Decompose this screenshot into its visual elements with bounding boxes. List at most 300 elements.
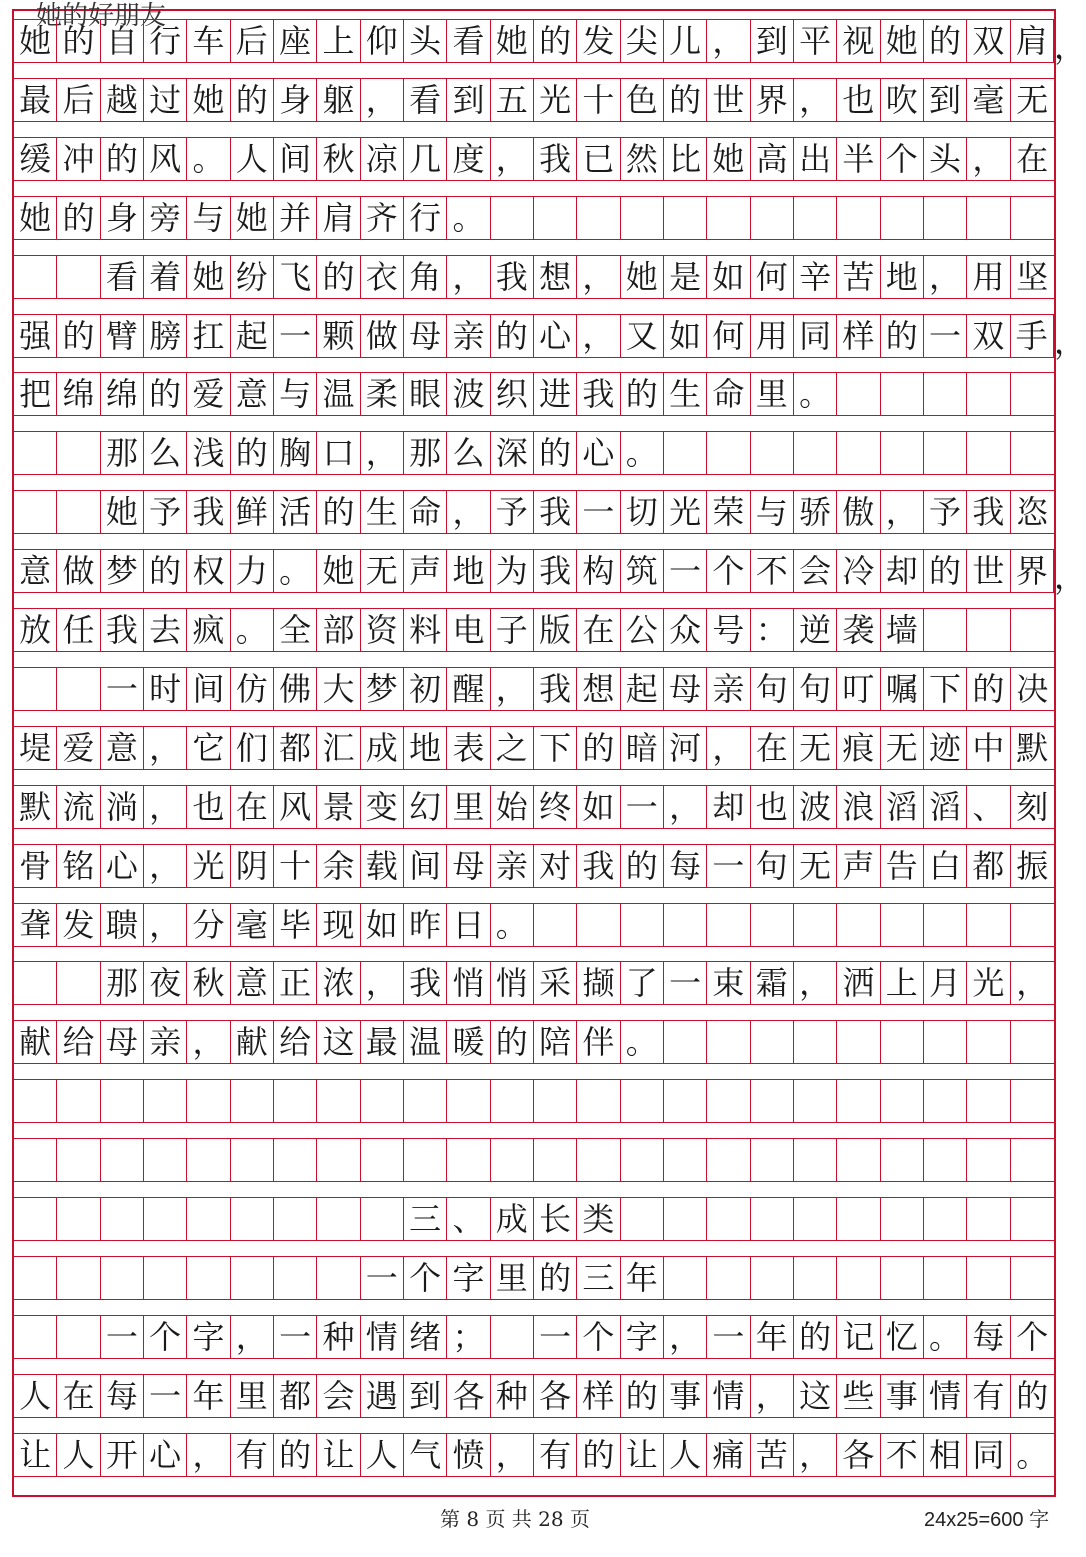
grid-cell: 种 bbox=[317, 1316, 360, 1358]
grid-cell bbox=[317, 1080, 360, 1122]
grid-cell: 一 bbox=[664, 962, 707, 1004]
grid-cell: ， bbox=[187, 1021, 230, 1063]
grid-cell: 昨 bbox=[404, 904, 447, 946]
grid-cell: 分 bbox=[187, 904, 230, 946]
grid-cell bbox=[361, 1198, 404, 1240]
grid-cell bbox=[14, 1080, 57, 1122]
grid-cell: 行 bbox=[404, 197, 447, 239]
grid-cell: 遇 bbox=[361, 1375, 404, 1417]
grid-cell: 梦 bbox=[101, 550, 144, 592]
grid-cell bbox=[317, 1139, 360, 1181]
grid-cell: 筑 bbox=[621, 550, 664, 592]
grid-cell: 字 bbox=[621, 1316, 664, 1358]
grid-cell bbox=[534, 197, 577, 239]
grid-row bbox=[14, 255, 1054, 299]
grid-cell: 的 bbox=[534, 20, 577, 62]
grid-cell: 母 bbox=[404, 315, 447, 357]
grid-cell: ， bbox=[577, 315, 620, 357]
grid-cell: 的 bbox=[1016, 1376, 1049, 1415]
grid-cell: ， bbox=[751, 1375, 794, 1417]
grid-cell bbox=[621, 1198, 664, 1240]
grid-cell: 儿 bbox=[664, 20, 707, 62]
grid-cell: 视 bbox=[837, 20, 880, 62]
grid-cell bbox=[14, 432, 57, 474]
grid-cell bbox=[231, 1080, 274, 1122]
grid-cell bbox=[57, 256, 100, 298]
grid-cell: 意 bbox=[14, 550, 57, 592]
grid-cell bbox=[404, 1080, 447, 1122]
grid-cell: 把 bbox=[14, 373, 57, 415]
grid-cell: 与 bbox=[751, 491, 794, 533]
grid-cell: ， bbox=[144, 786, 187, 828]
grid-cell: 平 bbox=[794, 20, 837, 62]
grid-cell: 意 bbox=[231, 962, 274, 1004]
grid-cell bbox=[101, 1139, 144, 1181]
grid-cell bbox=[1011, 373, 1054, 415]
grid-cell: ， bbox=[664, 1316, 707, 1358]
grid-cell: 尖 bbox=[621, 20, 664, 62]
grid-cell: 并 bbox=[274, 197, 317, 239]
grid-cell: 料 bbox=[404, 609, 447, 651]
grid-row bbox=[14, 1079, 1054, 1123]
grid-cell: 苦 bbox=[837, 256, 880, 298]
grid-cell bbox=[881, 1139, 924, 1181]
grid-cell: ， bbox=[794, 1434, 837, 1476]
grid-cell: 无 bbox=[881, 727, 924, 769]
grid-cell bbox=[707, 904, 750, 946]
grid-cell: 身 bbox=[101, 197, 144, 239]
grid-cell: 深 bbox=[491, 432, 534, 474]
grid-cell: 句 bbox=[794, 668, 837, 710]
grid-cell bbox=[751, 1198, 794, 1240]
grid-cell: ， bbox=[187, 1434, 230, 1476]
grid-cell: 些 bbox=[837, 1375, 880, 1417]
grid-cell: 的 bbox=[577, 727, 620, 769]
grid-cell bbox=[794, 1021, 837, 1063]
grid-cell: 世 bbox=[707, 79, 750, 121]
grid-cell: 眼 bbox=[404, 373, 447, 415]
grid-cell: 越 bbox=[101, 79, 144, 121]
grid-cell: 公 bbox=[621, 609, 664, 651]
grid-cell bbox=[101, 1257, 144, 1299]
grid-cell: 比 bbox=[664, 138, 707, 180]
grid-cell: 齐 bbox=[361, 197, 404, 239]
grid-cell: 、 bbox=[967, 786, 1010, 828]
grid-cell: 双 bbox=[967, 315, 1010, 357]
grid-cell: ， bbox=[144, 904, 187, 946]
grid-cell bbox=[707, 197, 750, 239]
grid-cell bbox=[1011, 609, 1054, 651]
grid-cell bbox=[187, 1198, 230, 1240]
grid-row bbox=[14, 726, 1054, 770]
grid-cell: 如 bbox=[707, 256, 750, 298]
grid-cell: 暖 bbox=[447, 1021, 490, 1063]
grid-cell: 么 bbox=[447, 432, 490, 474]
grid-cell bbox=[967, 1021, 1010, 1063]
grid-cell: 的 bbox=[144, 550, 187, 592]
grid-cell bbox=[144, 1080, 187, 1122]
grid-cell bbox=[707, 1021, 750, 1063]
grid-cell: 个 bbox=[404, 1257, 447, 1299]
grid-cell bbox=[317, 1198, 360, 1240]
grid-cell: 的 bbox=[317, 256, 360, 298]
grid-cell: 束 bbox=[707, 962, 750, 1004]
grid-cell: 不 bbox=[751, 550, 794, 592]
grid-cell: 的 bbox=[534, 432, 577, 474]
grid-cell bbox=[1011, 904, 1054, 946]
grid-cell bbox=[231, 1257, 274, 1299]
grid-cell: 头 bbox=[404, 20, 447, 62]
grid-cell: 的 bbox=[881, 315, 924, 357]
grid-cell: 构 bbox=[577, 550, 620, 592]
grid-cell: 坚 bbox=[1016, 257, 1049, 296]
grid-cell bbox=[664, 1139, 707, 1181]
grid-cell: 无 bbox=[794, 845, 837, 887]
grid-cell bbox=[491, 1139, 534, 1181]
grid-cell: 叮 bbox=[837, 668, 880, 710]
grid-cell: 已 bbox=[577, 138, 620, 180]
grid-cell bbox=[794, 1080, 837, 1122]
grid-cell: 流 bbox=[57, 786, 100, 828]
grid-cell: ， bbox=[967, 138, 1010, 180]
grid-cell: 墙 bbox=[881, 609, 924, 651]
grid-cell: 白 bbox=[924, 845, 967, 887]
grid-cell bbox=[837, 197, 880, 239]
grid-cell bbox=[924, 609, 967, 651]
grid-cell: 活 bbox=[274, 491, 317, 533]
grid-cell bbox=[274, 1080, 317, 1122]
grid-cell: 霜 bbox=[751, 962, 794, 1004]
grid-cell: 载 bbox=[361, 845, 404, 887]
grid-cell bbox=[924, 1139, 967, 1181]
grid-cell bbox=[707, 1257, 750, 1299]
grid-row bbox=[14, 314, 1086, 361]
grid-cell: 发 bbox=[577, 20, 620, 62]
grid-cell: 半 bbox=[837, 138, 880, 180]
grid-cell bbox=[101, 1080, 144, 1122]
grid-cell: ， bbox=[144, 727, 187, 769]
grid-cell: 事 bbox=[664, 1375, 707, 1417]
grid-cell bbox=[751, 1257, 794, 1299]
grid-cell bbox=[751, 432, 794, 474]
grid-cell bbox=[144, 1257, 187, 1299]
page-footer bbox=[0, 1503, 1080, 1533]
grid-cell: 这 bbox=[794, 1375, 837, 1417]
grid-cell: 风 bbox=[144, 138, 187, 180]
word-count: 24x25=600 字 bbox=[924, 1509, 1050, 1531]
grid-cell: 切 bbox=[621, 491, 664, 533]
grid-cell: 刻 bbox=[1016, 787, 1049, 826]
grid-cell: 我 bbox=[491, 256, 534, 298]
grid-cell: ， bbox=[361, 79, 404, 121]
grid-cell bbox=[837, 904, 880, 946]
grid-cell: 汇 bbox=[317, 727, 360, 769]
grid-cell bbox=[967, 373, 1010, 415]
grid-cell: 都 bbox=[274, 727, 317, 769]
grid-cell: 样 bbox=[837, 315, 880, 357]
grid-cell: ， bbox=[361, 962, 404, 1004]
grid-cell: 毫 bbox=[967, 79, 1010, 121]
grid-cell bbox=[664, 1257, 707, 1299]
grid-cell: 一 bbox=[144, 1375, 187, 1417]
grid-cell: ， bbox=[794, 962, 837, 1004]
page-number: 第 8 页 共 28 页 bbox=[440, 1507, 590, 1531]
grid-cell: 部 bbox=[317, 609, 360, 651]
grid-cell: 个 bbox=[707, 550, 750, 592]
grid-cell: 聋 bbox=[14, 904, 57, 946]
grid-cell: 那 bbox=[101, 962, 144, 1004]
grid-cell: 句 bbox=[751, 845, 794, 887]
grid-cell bbox=[664, 197, 707, 239]
grid-cell bbox=[794, 432, 837, 474]
grid-cell: 滔 bbox=[924, 786, 967, 828]
grid-row bbox=[14, 549, 1086, 597]
grid-cell: 予 bbox=[144, 491, 187, 533]
grid-cell: 的 bbox=[101, 138, 144, 180]
grid-cell bbox=[967, 1198, 1010, 1240]
grid-cell: 的 bbox=[924, 20, 967, 62]
grid-cell: 母 bbox=[664, 668, 707, 710]
grid-cell: 情 bbox=[361, 1316, 404, 1358]
grid-cell: 她 bbox=[881, 20, 924, 62]
grid-cell: 这 bbox=[317, 1021, 360, 1063]
grid-cell: 成 bbox=[361, 727, 404, 769]
grid-cell: 事 bbox=[881, 1375, 924, 1417]
grid-cell: 光 bbox=[967, 962, 1010, 1004]
grid-cell: 振 bbox=[1016, 846, 1049, 885]
grid-cell bbox=[924, 1198, 967, 1240]
grid-cell bbox=[57, 1257, 100, 1299]
grid-cell bbox=[187, 1257, 230, 1299]
grid-cell: 起 bbox=[231, 315, 274, 357]
grid-cell: 口 bbox=[317, 432, 360, 474]
grid-cell: 后 bbox=[231, 20, 274, 62]
grid-cell bbox=[924, 1021, 967, 1063]
grid-cell: 躯 bbox=[317, 79, 360, 121]
grid-cell: 。 bbox=[447, 197, 490, 239]
grid-cell: 伴 bbox=[577, 1021, 620, 1063]
overflow-punctuation: ， bbox=[1054, 322, 1086, 361]
grid-cell bbox=[534, 1080, 577, 1122]
grid-cell bbox=[57, 668, 100, 710]
grid-cell bbox=[14, 962, 57, 1004]
grid-cell: 如 bbox=[577, 786, 620, 828]
grid-cell: 温 bbox=[404, 1021, 447, 1063]
grid-cell: ， bbox=[794, 79, 837, 121]
grid-row bbox=[14, 19, 1086, 66]
grid-row bbox=[14, 372, 1054, 416]
grid-cell: 让 bbox=[621, 1434, 664, 1476]
grid-cell bbox=[837, 1021, 880, 1063]
grid-cell: 意 bbox=[101, 727, 144, 769]
grid-cell: 她 bbox=[491, 20, 534, 62]
grid-cell: 上 bbox=[881, 962, 924, 1004]
grid-cell: 在 bbox=[751, 727, 794, 769]
grid-cell: 幻 bbox=[404, 786, 447, 828]
grid-cell: 秋 bbox=[317, 138, 360, 180]
grid-cell: 给 bbox=[274, 1021, 317, 1063]
grid-cell: 也 bbox=[187, 786, 230, 828]
grid-cell bbox=[447, 1080, 490, 1122]
grid-cell: 风 bbox=[274, 786, 317, 828]
grid-cell bbox=[794, 197, 837, 239]
grid-cell: 她 bbox=[231, 197, 274, 239]
grid-cell bbox=[57, 962, 100, 1004]
grid-cell: 界 bbox=[751, 79, 794, 121]
grid-cell: 各 bbox=[837, 1434, 880, 1476]
grid-row bbox=[14, 903, 1054, 947]
grid-cell bbox=[144, 1198, 187, 1240]
grid-cell bbox=[751, 1021, 794, 1063]
grid-cell: ， bbox=[144, 845, 187, 887]
grid-cell: 亲 bbox=[491, 845, 534, 887]
grid-cell: 光 bbox=[534, 79, 577, 121]
grid-cell bbox=[967, 1139, 1010, 1181]
grid-cell bbox=[1011, 1257, 1054, 1299]
grid-cell bbox=[14, 1316, 57, 1358]
grid-cell: 秋 bbox=[187, 962, 230, 1004]
grid-cell: 版 bbox=[534, 609, 577, 651]
grid-cell: 都 bbox=[967, 845, 1010, 887]
grid-cell: 一 bbox=[274, 315, 317, 357]
grid-cell: 们 bbox=[231, 727, 274, 769]
grid-cell: 发 bbox=[57, 904, 100, 946]
grid-cell: 月 bbox=[924, 962, 967, 1004]
grid-cell: 句 bbox=[751, 668, 794, 710]
grid-cell: 有 bbox=[967, 1375, 1010, 1417]
grid-cell: 。 bbox=[794, 373, 837, 415]
grid-cell: ， bbox=[447, 256, 490, 298]
grid-cell: 字 bbox=[447, 1257, 490, 1299]
grid-cell: 我 bbox=[577, 373, 620, 415]
grid-cell: 的 bbox=[57, 197, 100, 239]
grid-cell: 在 bbox=[231, 786, 274, 828]
grid-cell bbox=[274, 1198, 317, 1240]
grid-cell: 的 bbox=[577, 1434, 620, 1476]
grid-cell: 无 bbox=[361, 550, 404, 592]
grid-cell bbox=[664, 904, 707, 946]
grid-cell: 扛 bbox=[187, 315, 230, 357]
grid-cell bbox=[924, 197, 967, 239]
grid-cell: 在 bbox=[577, 609, 620, 651]
grid-cell: 着 bbox=[144, 256, 187, 298]
grid-cell bbox=[794, 1139, 837, 1181]
grid-cell: 之 bbox=[491, 727, 534, 769]
grid-cell: 对 bbox=[534, 845, 577, 887]
grid-cell: 年 bbox=[187, 1375, 230, 1417]
grid-cell: 的 bbox=[534, 1257, 577, 1299]
grid-cell bbox=[664, 1021, 707, 1063]
grid-cell: 间 bbox=[404, 845, 447, 887]
grid-row bbox=[14, 1433, 1054, 1477]
grid-cell: 聩 bbox=[101, 904, 144, 946]
grid-cell bbox=[837, 1257, 880, 1299]
grid-cell: 终 bbox=[534, 786, 577, 828]
grid-row bbox=[14, 1374, 1054, 1418]
grid-cell: 飞 bbox=[274, 256, 317, 298]
grid-cell: 人 bbox=[664, 1434, 707, 1476]
grid-cell: 变 bbox=[361, 786, 404, 828]
grid-cell: ， bbox=[924, 256, 967, 298]
grid-cell bbox=[14, 668, 57, 710]
grid-cell bbox=[967, 1257, 1010, 1299]
grid-cell: 何 bbox=[707, 315, 750, 357]
grid-cell: 的 bbox=[57, 20, 100, 62]
grid-cell: 。 bbox=[491, 904, 534, 946]
grid-cell: 间 bbox=[187, 668, 230, 710]
grid-cell bbox=[881, 432, 924, 474]
grid-cell: 绪 bbox=[404, 1316, 447, 1358]
grid-cell: 我 bbox=[967, 491, 1010, 533]
grid-cell: 她 bbox=[317, 550, 360, 592]
grid-cell: 冷 bbox=[837, 550, 880, 592]
grid-cell bbox=[881, 1257, 924, 1299]
grid-row bbox=[14, 1315, 1054, 1359]
grid-cell: 人 bbox=[361, 1434, 404, 1476]
grid-cell bbox=[577, 904, 620, 946]
grid-cell bbox=[924, 1257, 967, 1299]
grid-cell: 我 bbox=[534, 550, 577, 592]
grid-cell: 大 bbox=[317, 668, 360, 710]
grid-row bbox=[14, 1256, 1054, 1300]
grid-cell: 力 bbox=[231, 550, 274, 592]
grid-cell: 初 bbox=[404, 668, 447, 710]
grid-cell: 气 bbox=[404, 1434, 447, 1476]
grid-cell bbox=[14, 1257, 57, 1299]
grid-cell: 默 bbox=[1016, 728, 1049, 767]
grid-cell: 浓 bbox=[317, 962, 360, 1004]
grid-cell: 默 bbox=[14, 786, 57, 828]
grid-cell: 长 bbox=[534, 1198, 577, 1240]
grid-cell: 做 bbox=[361, 315, 404, 357]
overflow-punctuation: ， bbox=[1054, 28, 1086, 66]
grid-cell: 号 bbox=[707, 609, 750, 651]
grid-cell: 命 bbox=[707, 373, 750, 415]
grid-cell: ， bbox=[361, 432, 404, 474]
grid-cell: 上 bbox=[317, 20, 360, 62]
grid-cell: 悄 bbox=[491, 962, 534, 1004]
grid-cell: 她 bbox=[187, 79, 230, 121]
grid-cell: 生 bbox=[664, 373, 707, 415]
grid-cell: 她 bbox=[707, 138, 750, 180]
grid-cell: 夜 bbox=[144, 962, 187, 1004]
grid-cell: 用 bbox=[967, 256, 1010, 298]
grid-cell bbox=[1011, 1139, 1054, 1181]
grid-cell: 阴 bbox=[231, 845, 274, 887]
grid-cell bbox=[751, 1139, 794, 1181]
grid-cell bbox=[577, 1080, 620, 1122]
grid-row bbox=[14, 961, 1054, 1005]
grid-cell: 梦 bbox=[361, 668, 404, 710]
grid-cell bbox=[361, 1139, 404, 1181]
grid-cell: 仰 bbox=[361, 20, 404, 62]
grid-cell: 日 bbox=[447, 904, 490, 946]
grid-cell: 也 bbox=[837, 79, 880, 121]
grid-cell bbox=[881, 1198, 924, 1240]
grid-row bbox=[14, 1020, 1054, 1064]
grid-cell: 成 bbox=[491, 1198, 534, 1240]
grid-row bbox=[14, 844, 1054, 888]
grid-cell: 袭 bbox=[837, 609, 880, 651]
grid-cell: 意 bbox=[231, 373, 274, 415]
grid-cell: 无 bbox=[1016, 80, 1049, 119]
grid-cell: 采 bbox=[534, 962, 577, 1004]
grid-cell: 我 bbox=[577, 845, 620, 887]
grid-cell bbox=[967, 432, 1010, 474]
grid-cell: 看 bbox=[404, 79, 447, 121]
grid-cell bbox=[967, 197, 1010, 239]
grid-cell: 却 bbox=[881, 550, 924, 592]
